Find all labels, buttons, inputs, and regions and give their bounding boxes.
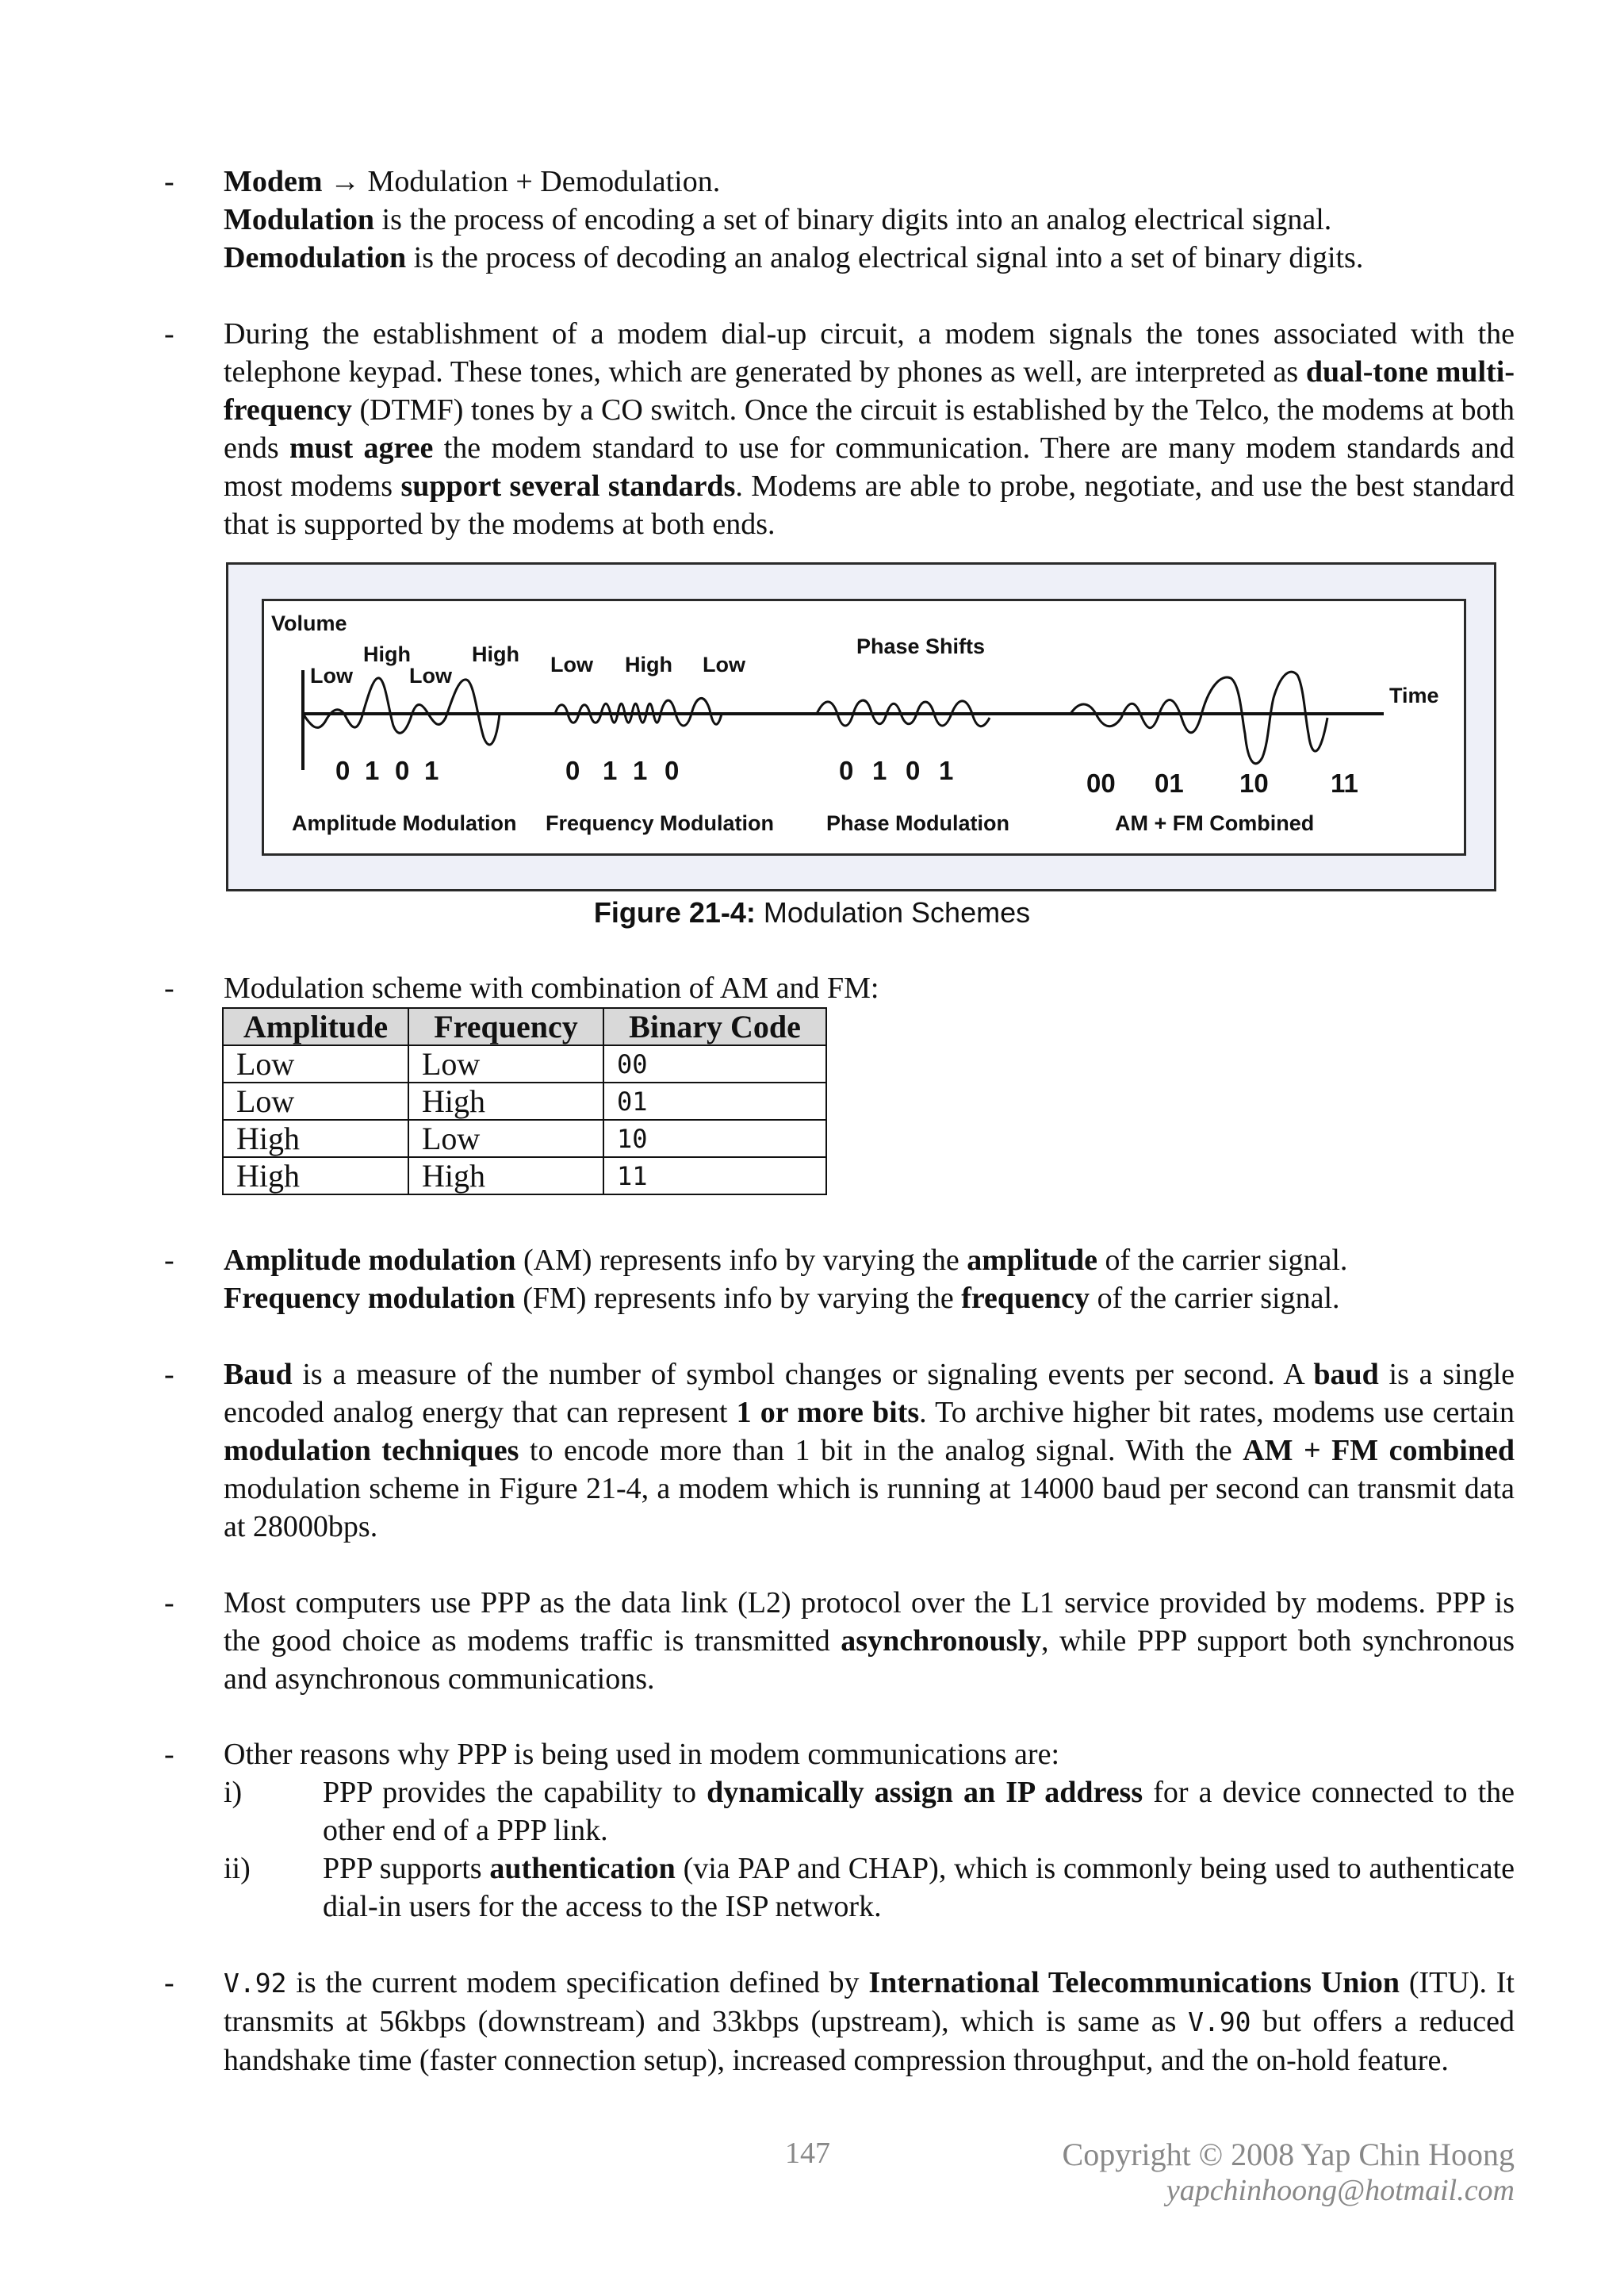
am-label: High [363, 642, 411, 666]
bullet: - [164, 1244, 174, 1277]
bullet: - [164, 1358, 174, 1391]
am-label: Low [409, 664, 452, 688]
am-bit: 0 [395, 756, 410, 785]
modulation-figure [262, 599, 1466, 856]
column-header: Frequency [408, 1008, 603, 1045]
fm-waveform [555, 698, 722, 726]
table-row: Low High 01 [223, 1083, 826, 1120]
am-bit: 1 [365, 756, 380, 785]
term-demodulation: Demodulation [224, 241, 407, 274]
volume-label: Volume [271, 611, 347, 635]
section-label-fm: Frequency Modulation [546, 811, 775, 835]
bullet: - [164, 317, 174, 351]
bullet: - [164, 165, 174, 198]
combo-bit: 01 [1155, 769, 1184, 798]
pm-bit: 1 [939, 756, 954, 785]
section-label-combo: AM + FM Combined [1115, 811, 1315, 835]
pm-bit: 1 [872, 756, 887, 785]
am-bit: 0 [335, 756, 350, 785]
document-page: - Modem → Modulation + Demodulation. Modulation is the process of encoding a set of binary digits into an analog electrical signal. Demodulation is the process of decoding an analog electrical signal into a set of binary digits. - During the establishment of a modem dial-up circuit, a modem signals the tones associated with the telephone keypad. These tones, which are generated by phones as well, are interpreted as dual-tone multi-frequency (DTMF) tones by a CO switch. Once the circuit is established by the Telco, the modems at both ends must agree the modem standard to use for communication. There are many modem standards and most modems support several standards. Modems are able to probe, negotiate, and use the best standard that is supported by the modems at both ends. Volume Time Phase Shifts High High Low Low Low High Low 0 1 0 1 0 1 1 0 0 1 0 1 00 01 10 11 Amplitude Modulation Frequency Modulation Phase Modulation AM + FM Combined Figure 21-4: Modulation Schemes - Modulation scheme with combination of AM and FM: Amplitude Frequency Binary Code Low Low 00 Low High 01 High Low 10 High High 11 - Amplitude modulation (AM) represents info by varying the amplitude of the carrier signal. Frequency modulation (FM) represents info by varying the frequency of the carrier signal. - Baud is a measure of the number of symbol changes or signaling events per second. A baud is a single encoded analog energy that can represent 1 or more bits. To archive higher bit rates, modems use certain modulation techniques to encode more than 1 bit in the analog signal. With the AM + FM combined modulation scheme in Figure 21-4, a modem which is running at 14000 baud per second can transmit data at 28000bps. - Most computers use PPP as the data link (L2) protocol over the L1 service provided by modems. PPP is the good choice as modems traffic is transmitted asynchronously, while PPP support both synchronous and asynchronous communications. - Other reasons why PPP is being used in modem communications are: i) PPP provides the capability to dynamically assign an IP address for a device connected to the other end of a PPP link. ii) PPP supports authentication (via PAP and CHAP), which is commonly being used to authenticate dial-in users for the access to the ISP network. - V.92 is the current modem specification defined by International Telecommunications Union (ITU). It transmits at 56kbps (downstream) and 33kbps (upstream), which is same as V.90 but offers a reduced handshake time (faster connection setup), increased compression throughput, and the on-hold feature. 147 Copyright © 2008 Yap Chin Hoong yapchinhoong@hotmail.com [0, 0, 1624, 2296]
combo-waveform [1071, 672, 1327, 764]
figure-caption: Figure 21-4: Modulation Schemes [593, 896, 1031, 929]
pm-bit: 0 [906, 756, 921, 785]
author-email: yapchinhoong@hotmail.com [1166, 2174, 1515, 2207]
am-label: Low [310, 664, 353, 688]
arrow-icon: → [330, 165, 361, 198]
fm-label: High [625, 653, 672, 677]
bullet: - [164, 972, 174, 1005]
am-bit: 1 [424, 756, 439, 785]
column-header: Amplitude [223, 1008, 408, 1045]
combo-bit: 10 [1239, 769, 1269, 798]
table-row: High High 11 [223, 1157, 826, 1194]
pm-bit: 0 [839, 756, 854, 785]
term-modem: Modem [224, 165, 323, 198]
fm-label: Low [550, 653, 593, 677]
time-label: Time [1389, 684, 1439, 707]
am-waveform [303, 678, 500, 745]
fm-bit: 1 [603, 756, 618, 785]
fm-label: Low [703, 653, 745, 677]
table-row: High Low 10 [223, 1120, 826, 1157]
fm-bit: 1 [633, 756, 648, 785]
bullet: - [164, 1586, 174, 1619]
bullet: - [164, 1966, 174, 1999]
term-modulation: Modulation [224, 203, 375, 236]
phase-shifts-label: Phase Shifts [856, 634, 986, 658]
combo-bit: 11 [1331, 769, 1358, 798]
page-number: 147 [785, 2137, 830, 2170]
column-header: Binary Code [603, 1008, 826, 1045]
section-label-am: Amplitude Modulation [292, 811, 517, 835]
combo-bit: 00 [1086, 769, 1116, 798]
copyright: Copyright © 2008 Yap Chin Hoong [1062, 2137, 1515, 2172]
table-header-row [223, 1008, 826, 1045]
fm-bit: 0 [565, 756, 580, 785]
fm-bit: 0 [665, 756, 680, 785]
section-label-pm: Phase Modulation [826, 811, 1010, 835]
am-label: High [472, 642, 519, 666]
bullet: - [164, 1738, 174, 1771]
am-fm-table [222, 1007, 827, 1195]
table-row: Low Low 00 [223, 1045, 826, 1083]
